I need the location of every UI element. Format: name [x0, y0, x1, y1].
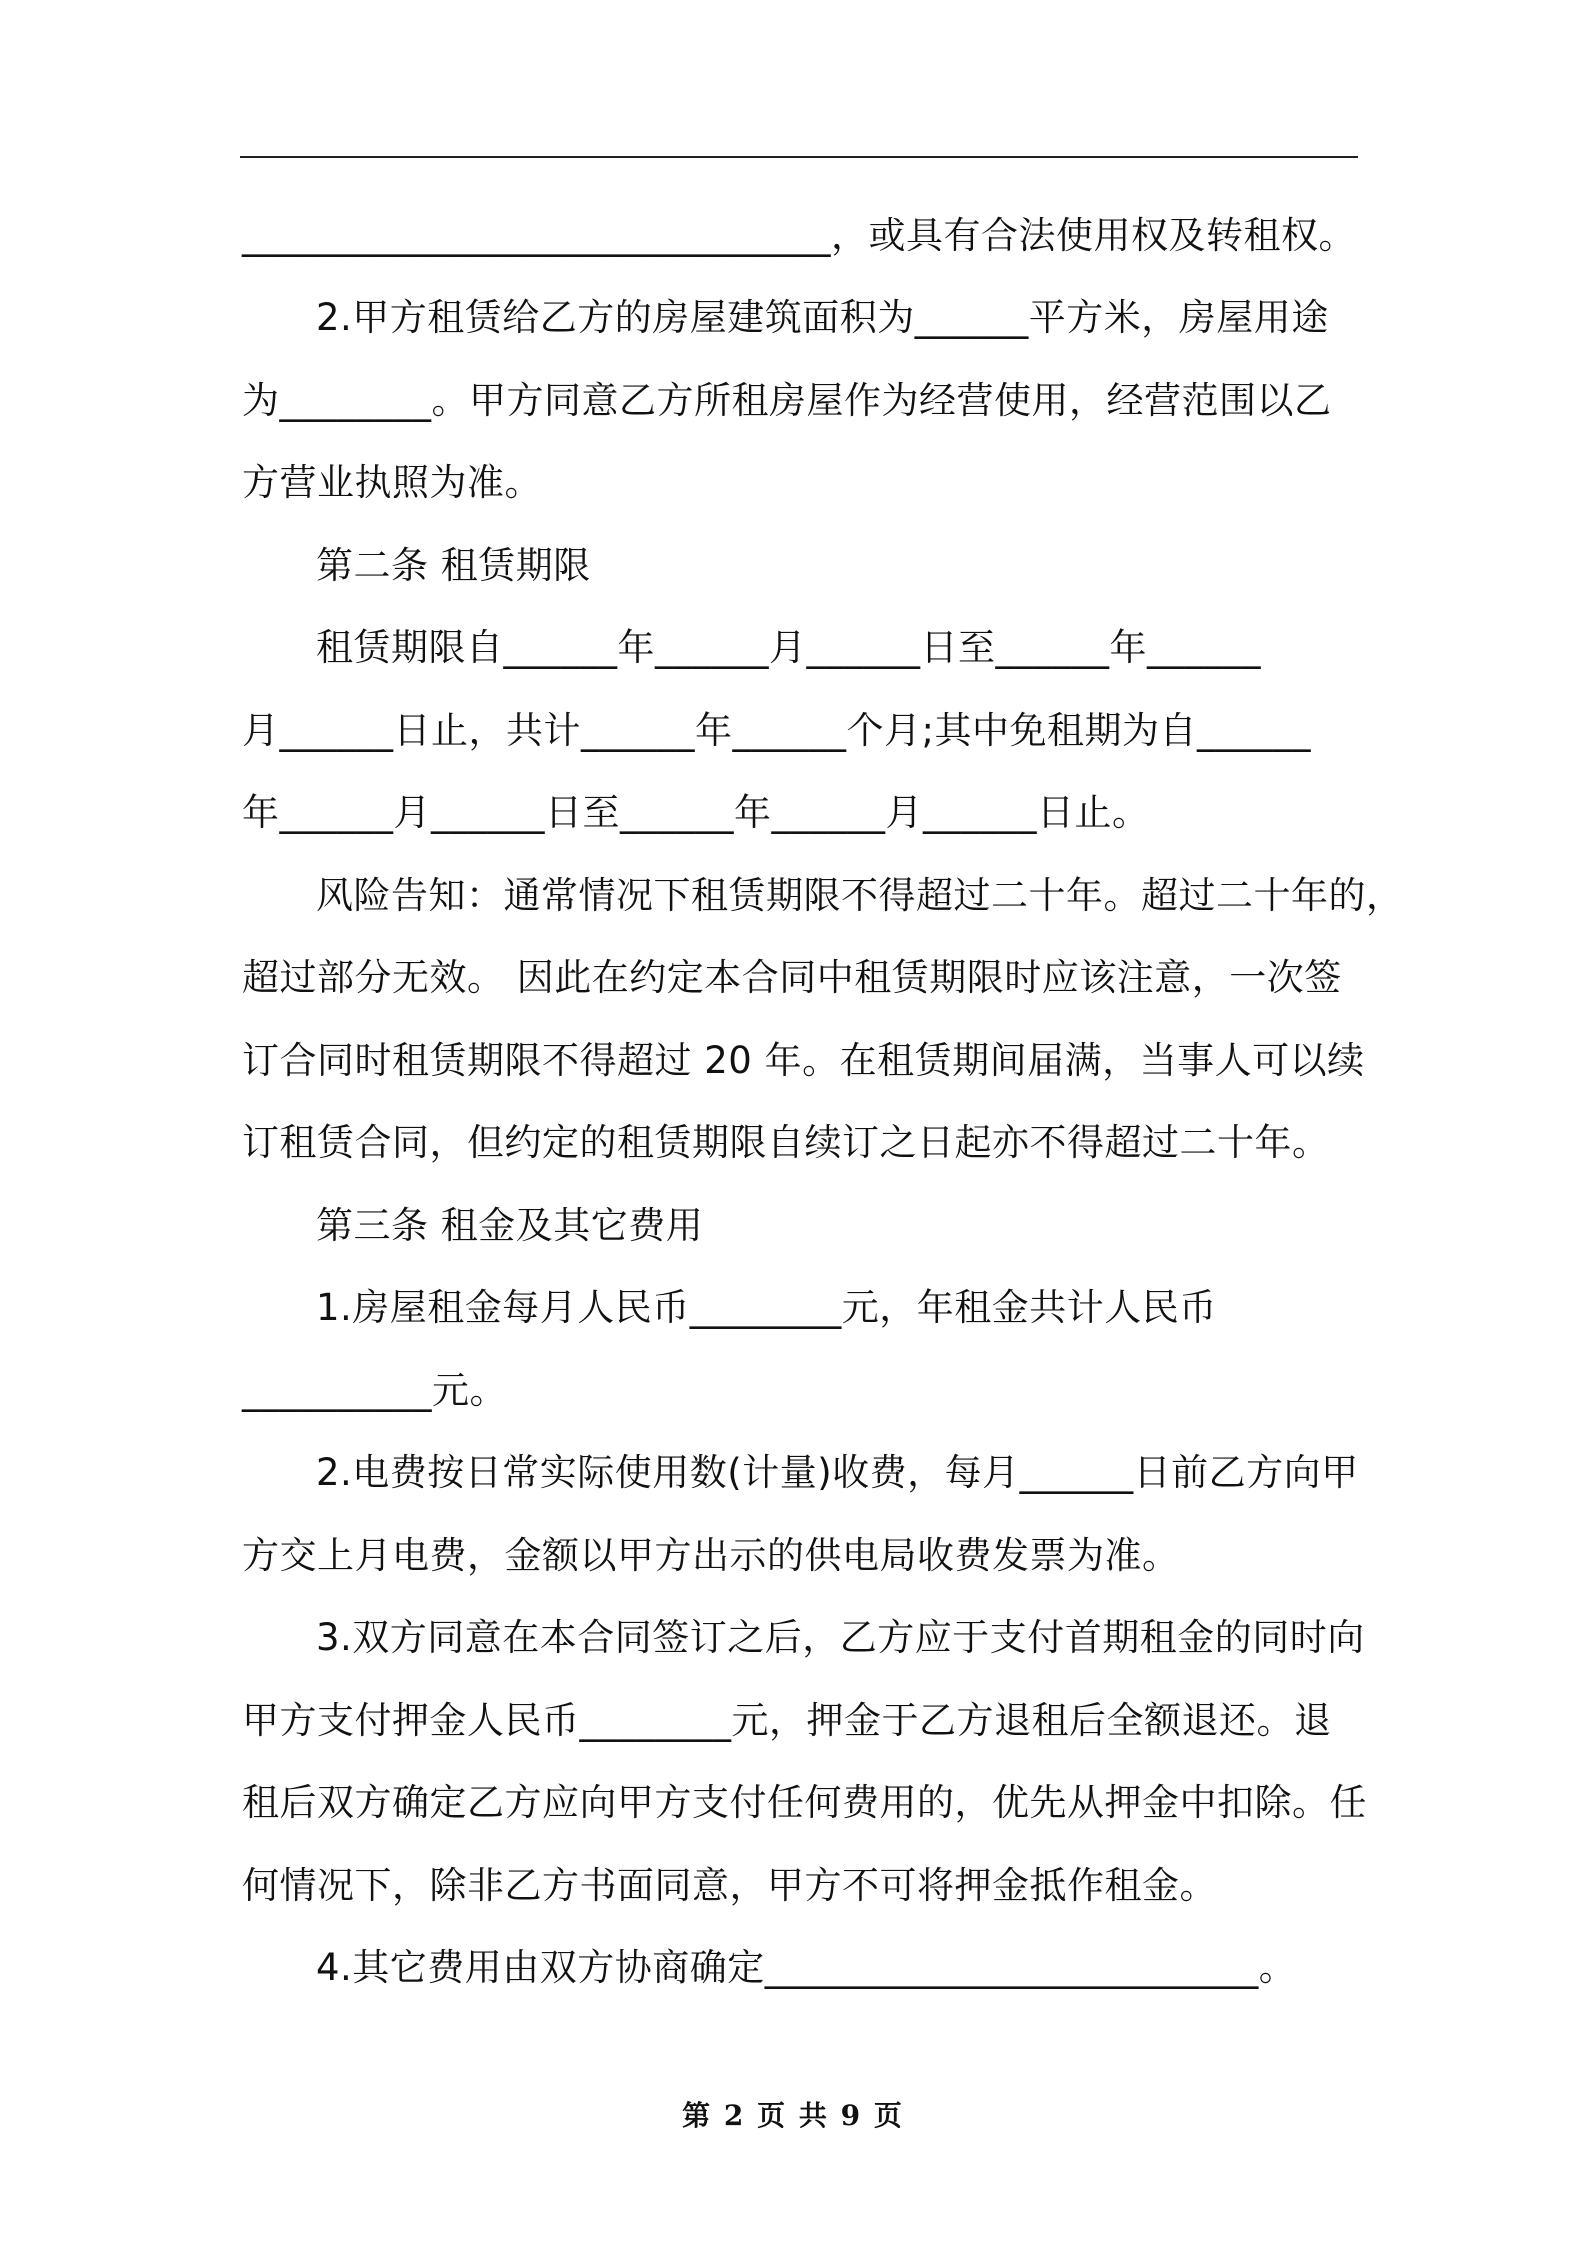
text-line: 订租赁合同，但约定的租赁期限自续订之日起亦不得超过二十年。	[242, 1121, 1330, 1164]
header-rule	[240, 156, 1358, 158]
page-number: 第 2 页 共 9 页	[682, 2099, 904, 2132]
text-line: 租后双方确定乙方应向甲方支付任何费用的，优先从押金中扣除。任	[242, 1781, 1367, 1824]
text-line: 4.其它费用由双方协商确定__________________________。	[316, 1946, 1297, 1989]
text-line: 为________。甲方同意乙方所租房屋作为经营使用，经营范围以乙	[242, 379, 1332, 422]
text-line: 超过部分无效。 因此在约定本合同中租赁期限时应该注意，一次签	[242, 956, 1342, 999]
text-line: 2.电费按日常实际使用数(计量)收费，每月______日前乙方向甲	[316, 1451, 1359, 1494]
text-line: 何情况下，除非乙方书面同意，甲方不可将押金抵作租金。	[242, 1864, 1217, 1907]
text-line: 租赁期限自______年______月______日至______年______	[316, 626, 1261, 669]
text-line: 甲方支付押金人民币________元，押金于乙方退租后全额退还。退	[242, 1699, 1332, 1742]
text-line: 3.双方同意在本合同签订之后，乙方应于支付首期租金的同时向	[316, 1616, 1365, 1659]
text-line: _______________________________，或具有合法使用权及转租权。	[242, 214, 1356, 257]
text-line: 风险告知：通常情况下租赁期限不得超过二十年。超过二十年的，	[316, 874, 1404, 917]
text-line: 方营业执照为准。	[242, 461, 542, 504]
text-line: 月______日止，共计______年______个月;其中免租期为自______	[242, 709, 1311, 752]
text-line: 订合同时租赁期限不得超过 20 年。在租赁期间届满，当事人可以续	[242, 1039, 1365, 1082]
text-line: 方交上月电费，金额以甲方出示的供电局收费发票为准。	[242, 1534, 1180, 1577]
section-heading: 第二条 租赁期限	[316, 544, 591, 587]
text-line: 1.房屋租金每月人民币________元，年租金共计人民币	[316, 1286, 1217, 1329]
text-line: 年______月______日至______年______月______日止。	[242, 791, 1150, 834]
text-line: __________元。	[242, 1369, 507, 1412]
text-line: 2.甲方租赁给乙方的房屋建筑面积为______平方米，房屋用途	[316, 296, 1329, 339]
section-heading: 第三条 租金及其它费用	[316, 1204, 704, 1247]
